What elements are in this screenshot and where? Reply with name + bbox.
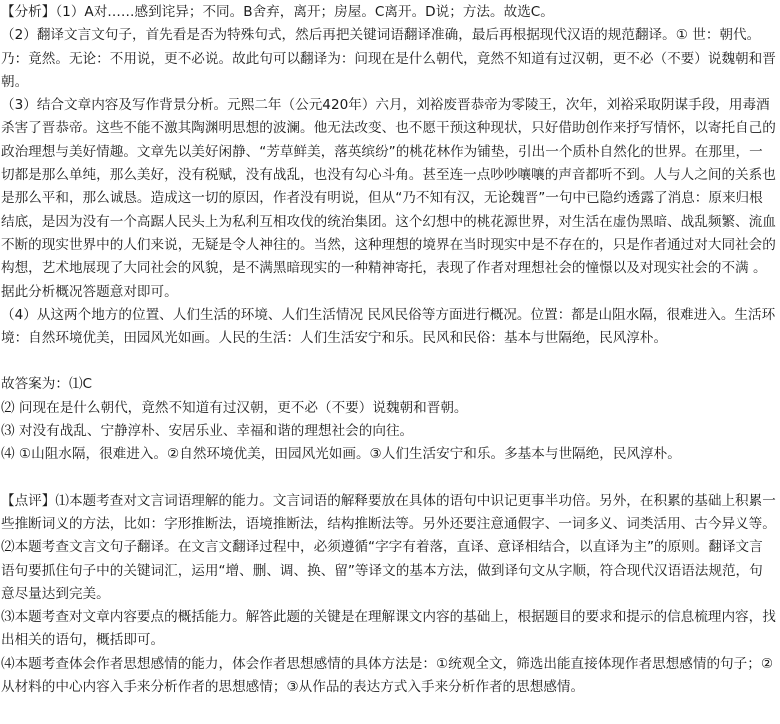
comment-paragraph-2: ⑵本题考查文言文句子翻译。在文言文翻译过程中，必须遵循“字字有着落，直译、意译相结合，以直译为主”的原则。翻译文言语句要抓住句子中的关键词汇，运用“增、删、调、换、留”等译文的基本方法，做到译句文从字顺，符合现代汉语语法规范，句意尽量达到完美。 bbox=[1, 539, 763, 602]
section-gap bbox=[1, 467, 776, 490]
analysis-paragraph-2: （2）翻译文言文句子，首先看是否为特殊句式，然后再把关键词语翻译准确，最后再根据现代汉语的规范翻译。① 世：朝代。乃：竟然。无论：不用说，更不必说。故此句可以翻译为：问现在是什么朝代，竟然不知道有过汉朝，更不必（不要）说魏朝和晋朝。 bbox=[1, 27, 776, 90]
comment-paragraph-4: ⑷本题考查体会作者思想感情的能力，体会作者思想感情的具体方法是：①统观全文，筛选出能直接体现作者思想感情的句子；②从材料的中心内容入手来分析作者的思想感情；③从作品的表达方式入手来分析作者的思想感情。 bbox=[1, 655, 774, 696]
answer-line-1: 故答案为：⑴C bbox=[1, 376, 93, 393]
analysis-paragraph-1: 【分析】（1）A对……感到诧异；不同。B舍弃，离开；房屋。C离开。D说；方法。故选C。 bbox=[1, 4, 554, 20]
answer-line-3: ⑶ 对没有战乱、宁静淳朴、安居乐业、幸福和谐的理想社会的向往。 bbox=[1, 423, 414, 440]
analysis-section bbox=[1, 1, 776, 350]
answer-line-2: ⑵ 问现在是什么朝代，竟然不知道有过汉朝，更不必（不要）说魏朝和晋朝。 bbox=[1, 399, 468, 416]
answer-line-4: ⑷ ①山阻水隔，很难进入。②自然环境优美，田园风光如画。③人们生活安宁和乐。多基本与世隔绝，民风淳朴。 bbox=[1, 446, 681, 463]
comment-paragraph-1: 【点评】⑴本题考查对文言词语理解的能力。文言词语的解释要放在具体的语句中识记更事半功倍。另外，在积累的基础上积累一些推断词义的方法，比如：字形推断法，语境推断法，结构推断法等。另外还要注意通假字、一词多义、词类活用、古今异义等。 bbox=[1, 492, 776, 532]
comment-section bbox=[1, 490, 776, 700]
comment-paragraph-3: ⑶本题考查对文章内容要点的概括能力。解答此题的关键是在理解课文内容的基础上，根据题目的要求和提示的信息梳理内容，找出相关的语句，概括即可。 bbox=[1, 609, 776, 649]
analysis-paragraph-4: （4）从这两个地方的位置、人们生活的环境、人们生活情况 民风民俗等方面进行概况。位置：都是山阻水隔，很难进入。生活环境：自然环境优美，田园风光如画。人民的生活：人们生活安宁和乐。民风和民俗：基本与世隔绝，民风淳朴。 bbox=[1, 306, 776, 347]
section-gap bbox=[1, 350, 776, 373]
analysis-paragraph-3: （3）结合文章内容及写作背景分析。元熙二年（公元420年）六月，刘裕废晋恭帝为零陵王，次年，刘裕采取阴谋手段，用毒酒杀害了晋恭帝。这些不能不激其陶渊明思想的波澜。他无法改变、也不愿干预这种现状，只好借助创作来抒写情怀，以寄托自己的政治理想与美好情趣。文章先以美好闲静、“芳草鲜美，落英缤纷”的桃花林作为铺垫，引出一个质朴自然化的世界。在那里，一切都是那么单纯，那么美好，没有税赋，没有战乱，也没有勾心斗角。甚至连一点吵吵嚷嚷的声音都听不到。人与人之间的关系也是那么平和，那么诚恳。造成这一切的原因，作者没有明说，但从“乃不知有汉，无论魏晋”一句中已隐约透露了消息：原来归根结底，是因为没有一个高踞人民头上为私利互相攻伐的统治集团。这个幻想中的桃花源世界，对生活在虚伪黑暗、战乱频繁、流血不断的现实世界中的人们来说，无疑是令人神往的。当然，这种理想的境界在当时现实中是不存在的，只是作者通过对大同社会的构想，艺术地展现了大同社会的风貌，是不满黑暗现实的一种精神寄托，表现了作者对理想社会的憧憬以及对现实社会的不满 。据此分析概况答题意对即可。 bbox=[1, 97, 776, 300]
answer-section bbox=[1, 373, 776, 466]
